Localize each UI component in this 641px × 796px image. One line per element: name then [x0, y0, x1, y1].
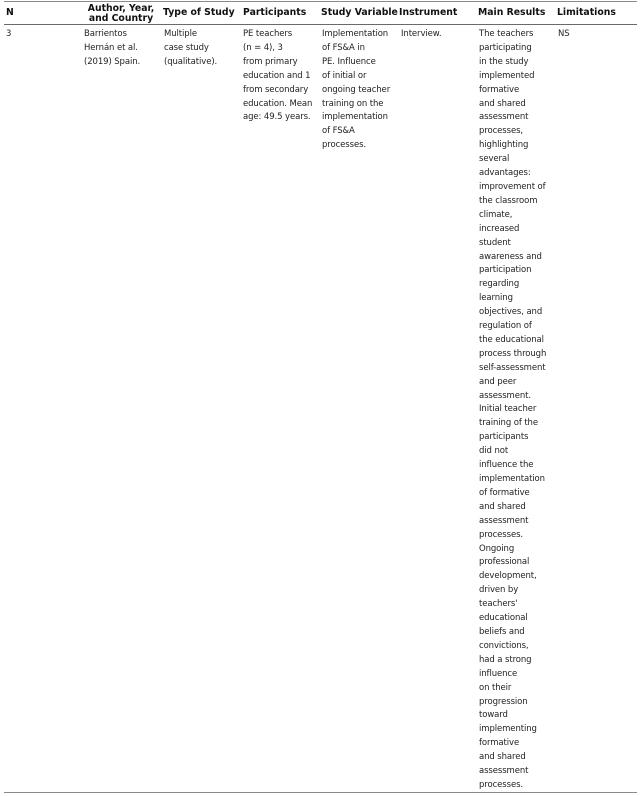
cell-line: age: 49.5 years.	[243, 112, 311, 123]
header-main-results: Main Results	[478, 7, 546, 18]
cell-line: regarding	[479, 279, 520, 290]
cell-line: education and 1	[243, 70, 311, 81]
cell-line: processes.	[322, 140, 367, 151]
cell-line: assessment	[479, 515, 529, 526]
header-participants: Participants	[243, 7, 307, 18]
cell-line: Initial teacher	[479, 404, 537, 415]
cell-line: of FS&A in	[322, 42, 365, 53]
cell-line: educational	[479, 613, 528, 624]
cell-line: learning	[479, 293, 513, 304]
cell-line: implemented	[479, 70, 535, 81]
cell-line: objectives, and	[479, 307, 543, 318]
cell-line: self-assessment	[479, 362, 546, 373]
cell-line: training of the	[479, 418, 538, 429]
table-top-rule	[4, 1, 637, 2]
header-limitations: Limitations	[557, 7, 616, 18]
cell-participants	[243, 28, 312, 125]
cell-line: in the study	[479, 56, 529, 67]
cell-line: regulation of	[479, 321, 532, 332]
cell-line: increased	[479, 223, 520, 234]
cell-line: improvement of	[479, 181, 546, 192]
header-n: N	[6, 7, 14, 18]
cell-line: driven by	[479, 585, 519, 596]
cell-line: NS	[558, 29, 570, 39]
cell-line: and shared	[479, 501, 526, 512]
cell-line: PE teachers	[243, 29, 293, 39]
cell-line: The teachers	[479, 29, 534, 39]
cell-study-variable	[322, 28, 390, 153]
cell-line: climate,	[479, 209, 513, 220]
cell-line: the classroom	[479, 195, 538, 206]
cell-n: 3	[6, 29, 12, 39]
cell-line: beliefs and	[479, 626, 525, 637]
cell-line: (2019) Spain.	[84, 56, 141, 67]
cell-line: the educational	[479, 334, 544, 345]
cell-line: did not	[479, 446, 509, 457]
cell-line: ongoing teacher	[322, 84, 391, 95]
cell-line: implementation	[322, 112, 388, 123]
cell-line: education. Mean	[243, 98, 313, 109]
cell-line: formative	[479, 738, 520, 749]
cell-line: process through	[479, 348, 547, 359]
cell-line: highlighting	[479, 140, 529, 151]
cell-instrument	[401, 28, 441, 42]
cell-line: participation	[479, 265, 532, 276]
table-bottom-rule	[4, 792, 637, 793]
cell-line: toward	[479, 710, 508, 721]
cell-line: Ongoing	[479, 543, 515, 554]
cell-line: PE. Influence	[322, 56, 376, 67]
cell-line: development,	[479, 571, 537, 582]
cell-line: influence	[479, 668, 518, 679]
cell-line: assessment.	[479, 390, 531, 401]
cell-line: Implementation	[322, 29, 389, 39]
cell-line: participating	[479, 42, 532, 53]
cell-line: influence the	[479, 460, 534, 471]
cell-main-results	[479, 28, 546, 793]
cell-line: processes.	[479, 529, 524, 540]
header-author-year-country: Author, Year, and Country	[87, 3, 155, 24]
cell-limitations	[558, 28, 570, 42]
cell-line: on their	[479, 682, 512, 693]
cell-line: (qualitative).	[164, 56, 218, 67]
cell-line: and peer	[479, 376, 517, 387]
cell-line: formative	[479, 84, 520, 95]
cell-type-of-study	[164, 28, 217, 70]
cell-line: participants	[479, 432, 529, 443]
cell-line: implementing	[479, 724, 537, 735]
cell-line: progression	[479, 696, 528, 707]
header-type-of-study: Type of Study	[163, 7, 235, 18]
cell-author	[84, 28, 140, 70]
cell-line: of formative	[479, 487, 530, 498]
cell-line: processes.	[479, 779, 524, 790]
cell-line: training on the	[322, 98, 384, 109]
header-rule	[4, 24, 637, 25]
cell-line: Barrientos	[84, 29, 127, 39]
cell-line: from primary	[243, 56, 298, 67]
cell-line: convictions,	[479, 640, 529, 651]
cell-line: student	[479, 237, 511, 248]
cell-line: several	[479, 154, 510, 165]
cell-line: had a strong	[479, 654, 532, 665]
cell-line: Hernán et al.	[84, 42, 138, 53]
cell-line: advantages:	[479, 168, 531, 179]
cell-line: teachers'	[479, 599, 518, 610]
cell-line: processes,	[479, 126, 524, 137]
cell-line: implementation	[479, 474, 545, 484]
cell-line: assessment	[479, 112, 529, 123]
cell-line: Multiple	[164, 29, 197, 39]
cell-line: case study	[164, 42, 209, 53]
cell-line: assessment	[479, 766, 529, 777]
header-study-variable: Study Variable	[321, 7, 398, 18]
cell-line: and shared	[479, 98, 526, 109]
cell-line: from secondary	[243, 84, 309, 95]
cell-line: Interview.	[401, 29, 442, 39]
header-instrument: Instrument	[399, 7, 458, 18]
cell-line: awareness and	[479, 251, 542, 262]
cell-line: (n = 4), 3	[243, 42, 283, 53]
cell-line: of initial or	[322, 70, 367, 81]
cell-line: of FS&A	[322, 126, 355, 137]
cell-line: and shared	[479, 752, 526, 763]
cell-line: professional	[479, 557, 530, 568]
